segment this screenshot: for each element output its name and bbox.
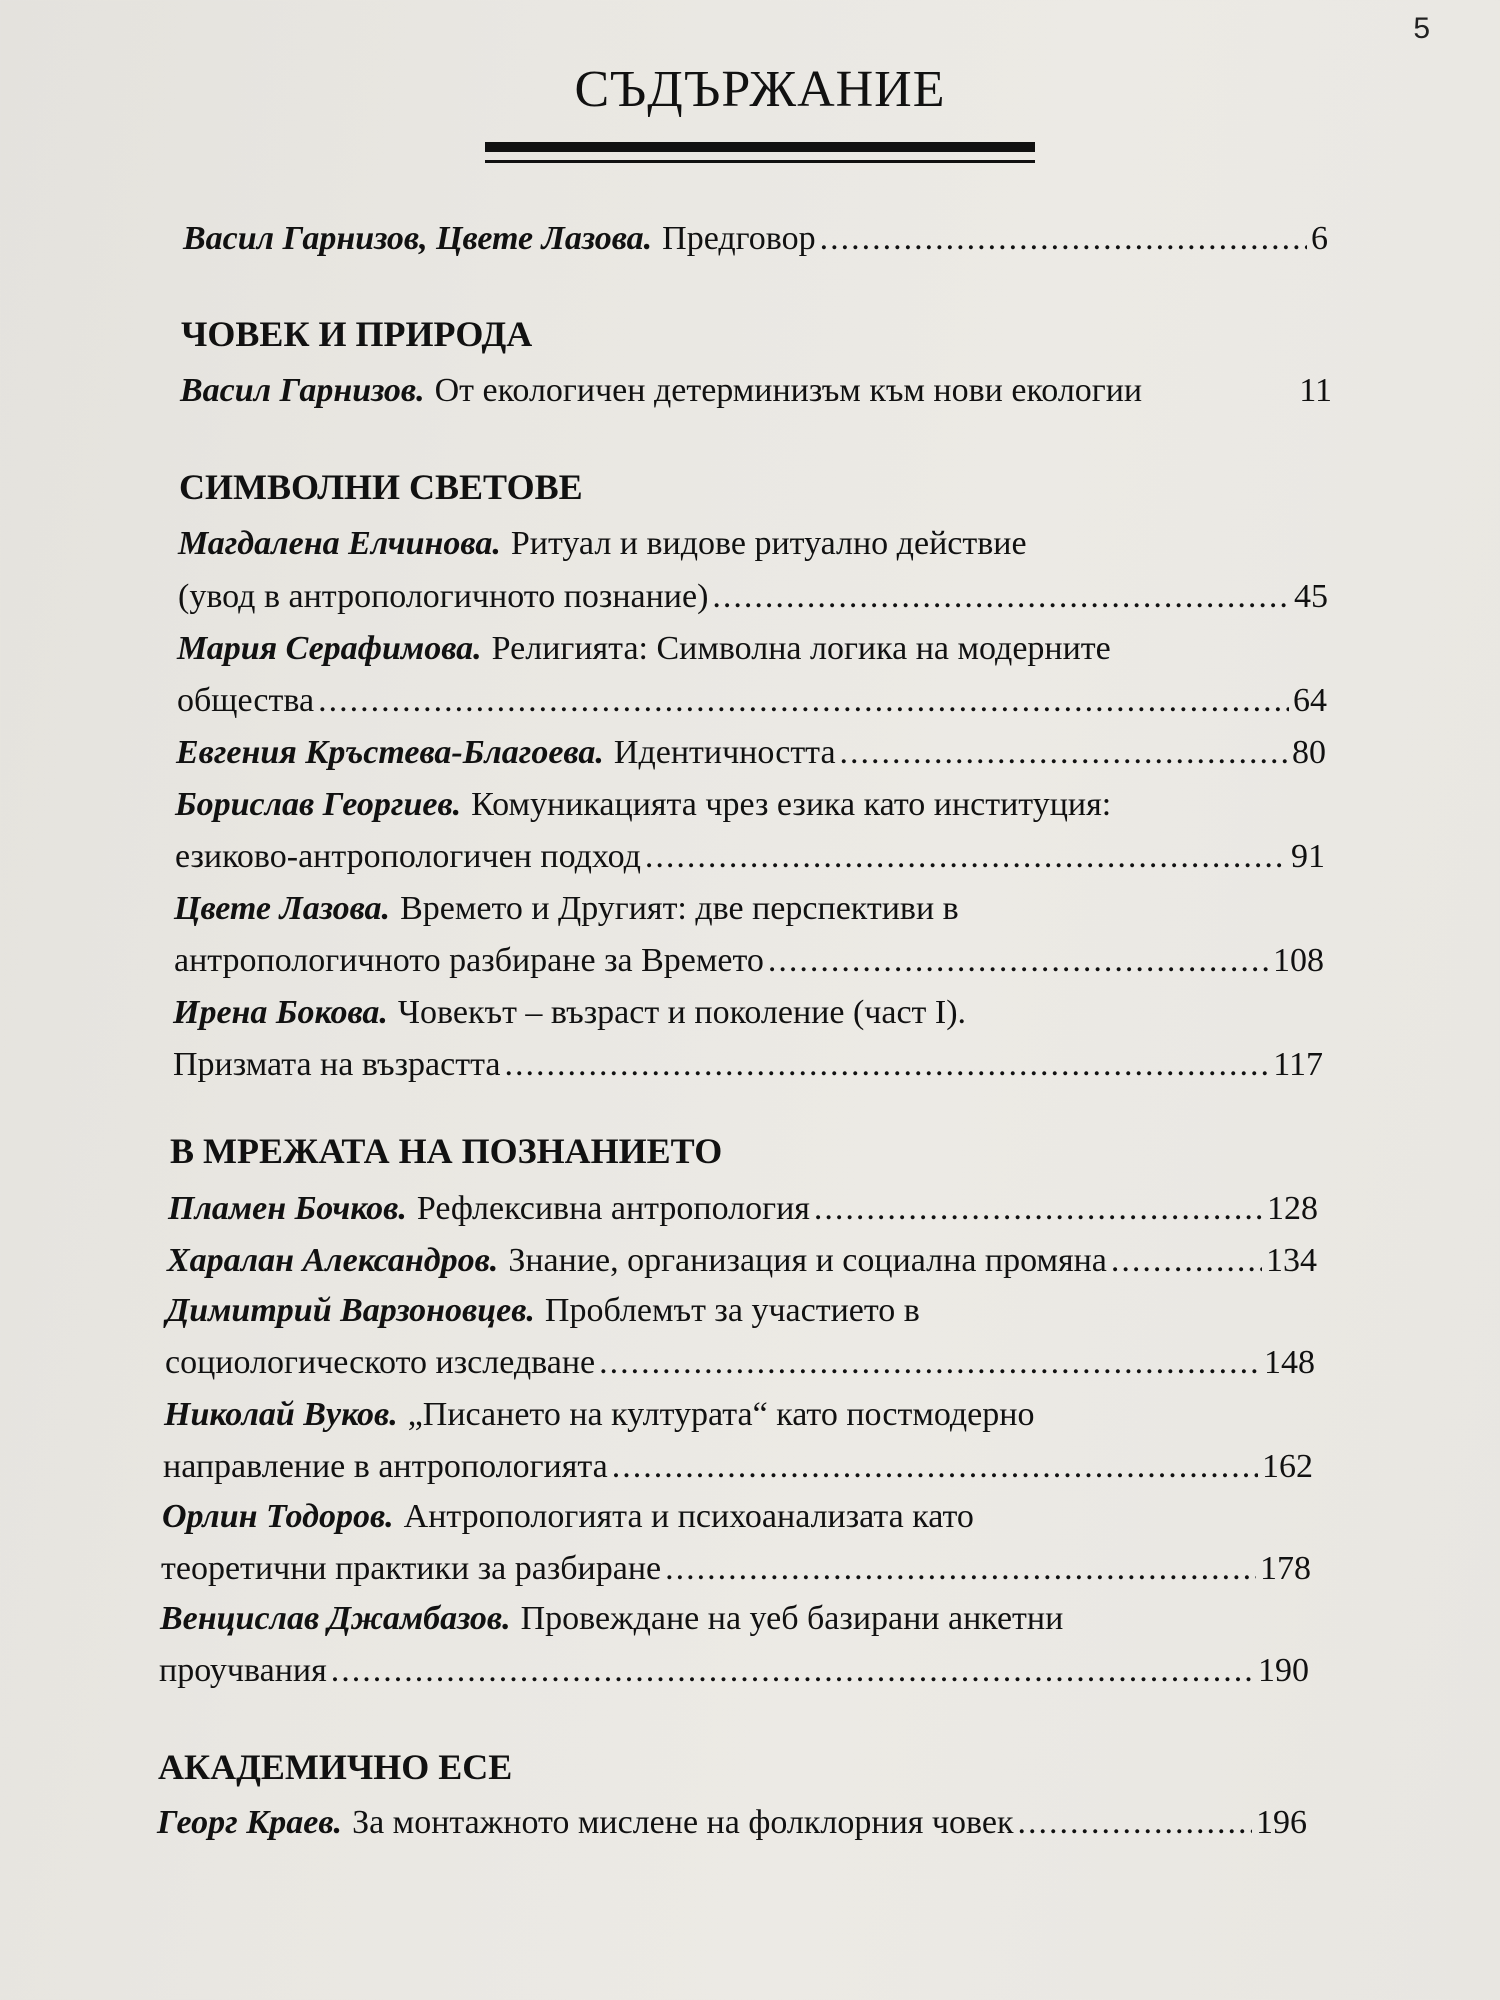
toc-entry [168, 1190, 1318, 1228]
entry-title-continued: антропологичното разбиране за Времето [174, 942, 764, 979]
entry-author: Мария Серафимова. [177, 630, 482, 667]
entry-title: Времето и Другият: две перспективи в [400, 890, 959, 927]
entry-title-continued: (увод в антропологичното познание) [178, 578, 709, 615]
dot-leader [645, 838, 1287, 876]
dot-leader [768, 942, 1269, 980]
dot-leader [331, 1652, 1254, 1690]
entry-author: Цвете Лазова. [174, 890, 391, 927]
entry-title: За монтажното мислене на фолклорния човек [352, 1804, 1014, 1841]
entry-author: Васил Гарнизов. [180, 372, 425, 409]
dot-leader [665, 1550, 1256, 1588]
entry-title: Човекът – възраст и поколение (част I). [397, 994, 967, 1031]
entry-page: 11 [1299, 372, 1332, 409]
dot-leader [318, 682, 1289, 720]
dot-leader [1111, 1242, 1262, 1280]
entry-title-continued: направление в антропологията [163, 1448, 608, 1485]
toc-entry [167, 1242, 1317, 1280]
entry-page: 6 [1311, 220, 1328, 257]
entry-title: Рефлексивна антропология [416, 1190, 810, 1227]
entry-title: Религията: Символна логика на модерните [491, 630, 1111, 667]
entry-title: Провеждане на уеб базирани анкетни [520, 1600, 1064, 1637]
entry-title-continued: социологическото изследване [165, 1344, 596, 1381]
toc-entry-line1 [175, 786, 1325, 824]
dot-leader [840, 734, 1288, 772]
toc-entry-line2 [165, 1344, 1315, 1382]
entry-author: Орлин Тодоров. [162, 1498, 394, 1535]
entry-page: 134 [1266, 1242, 1317, 1279]
entry-author: Ирена Бокова. [173, 994, 388, 1031]
entry-author: Харалан Александров. [167, 1242, 499, 1279]
entry-page: 190 [1258, 1652, 1309, 1689]
entry-page: 196 [1256, 1804, 1307, 1841]
entry-page: 108 [1273, 942, 1324, 979]
entry-page: 64 [1293, 682, 1327, 719]
toc-entry [180, 372, 1332, 410]
entry-title: Идентичността [613, 734, 836, 771]
section-heading: СИМВОЛНИ СВЕТОВЕ [179, 467, 583, 507]
entry-author: Магдалена Елчинова. [178, 525, 501, 562]
dot-leader [612, 1448, 1258, 1486]
toc-entry-line2 [163, 1448, 1313, 1486]
section-heading: В МРЕЖАТА НА ПОЗНАНИЕТО [170, 1131, 723, 1171]
entry-title: Проблемът за участието в [544, 1292, 920, 1329]
toc-entry-line1 [166, 1292, 1316, 1330]
toc-entry-line1 [174, 890, 1324, 928]
entry-title: Ритуал и видове ритуално действие [510, 525, 1027, 562]
entry-author: Пламен Бочков. [168, 1190, 407, 1227]
toc-entry-line2 [173, 1046, 1323, 1084]
entry-title: „Писането на културата“ като постмодерно [407, 1396, 1035, 1433]
dot-leader [712, 578, 1290, 616]
entry-author: Васил Гарнизов, Цвете Лазова. [183, 220, 653, 257]
entry-title: Предговор [662, 220, 816, 257]
entry-title: Знание, организация и социална промяна [508, 1242, 1107, 1279]
dot-leader [504, 1046, 1269, 1084]
toc-entry-line1 [173, 994, 1323, 1032]
page-number: 5 [1413, 12, 1430, 45]
entry-page: 128 [1267, 1190, 1318, 1227]
entry-author: Николай Вуков. [164, 1396, 398, 1433]
toc-entry-line2 [161, 1550, 1311, 1588]
page-title: СЪДЪРЖАНИЕ [574, 61, 946, 118]
entry-page: 80 [1292, 734, 1326, 771]
toc-entry-line2 [177, 682, 1327, 720]
dot-leader [599, 1344, 1260, 1382]
toc-entry-line2 [159, 1652, 1309, 1690]
toc-entry-line1 [160, 1600, 1310, 1638]
toc-entry-preface [183, 220, 1328, 258]
toc-entry-line1 [164, 1396, 1314, 1434]
entry-page: 45 [1294, 578, 1328, 615]
entry-author: Димитрий Варзоновцев. [166, 1292, 535, 1329]
entry-author: Георг Краев. [157, 1804, 343, 1841]
entry-title: Комуникацията чрез езика като институция: [471, 786, 1112, 823]
dot-leader [820, 220, 1307, 258]
toc-entry-line2 [178, 578, 1328, 616]
toc-entry-line1 [177, 630, 1327, 668]
entry-page: 162 [1262, 1448, 1313, 1485]
entry-title-continued: езиково-антропологичен подход [175, 838, 641, 875]
entry-author: Евгения Кръстева-Благоева. [176, 734, 604, 771]
entry-title-continued: общества [177, 682, 315, 719]
toc-entry-line1 [178, 525, 1328, 563]
entry-page: 91 [1291, 838, 1325, 875]
entry-title-continued: Призмата на възрастта [173, 1046, 501, 1083]
toc-entry [157, 1804, 1307, 1842]
entry-title: Антропологията и психоанализата като [403, 1498, 974, 1535]
dot-leader [814, 1190, 1263, 1228]
entry-title-continued: теоретични практики за разбиране [161, 1550, 662, 1587]
entry-page: 117 [1273, 1046, 1323, 1083]
section-heading: АКАДЕМИЧНО ЕСЕ [158, 1747, 513, 1787]
toc-entry-line2 [174, 942, 1324, 980]
toc-entry [176, 734, 1326, 772]
section-heading: ЧОВЕК И ПРИРОДА [181, 314, 533, 354]
toc-entry-line1 [162, 1498, 1312, 1536]
entry-author: Борислав Георгиев. [175, 786, 462, 823]
entry-page: 178 [1260, 1550, 1311, 1587]
entry-title-continued: проучвания [159, 1652, 327, 1689]
dot-leader [1017, 1804, 1252, 1842]
entry-page: 148 [1264, 1344, 1315, 1381]
entry-title: От екологичен детерминизъм към нови екологии [434, 372, 1143, 409]
entry-author: Венцислав Джамбазов. [160, 1600, 511, 1637]
toc-entry-line2 [175, 838, 1325, 876]
